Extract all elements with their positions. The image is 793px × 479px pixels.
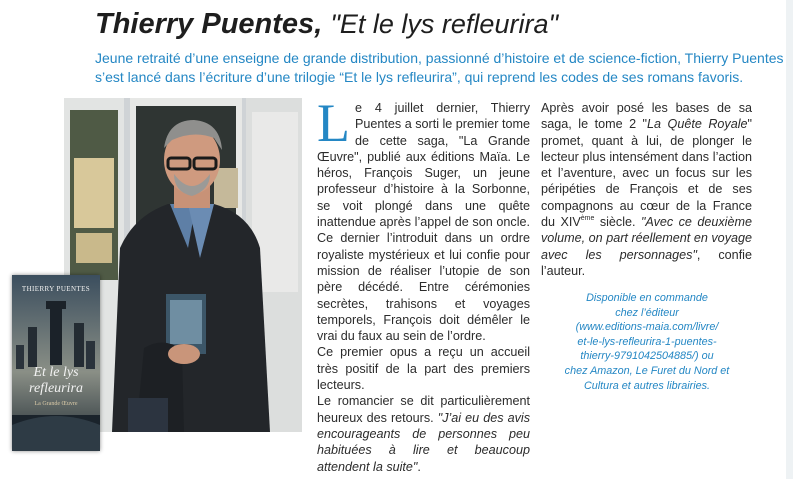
paragraph-text: " promet, quant à lui, de plonger le lecteur plus intensément dans l’action et l’aventure, avec un focus sur les péripéties de François et de ses compagnons au cœur de la France du XIV xyxy=(541,117,753,230)
author-name: Thierry Puentes xyxy=(95,8,315,40)
article-column-2 xyxy=(541,100,752,279)
paragraph xyxy=(541,100,752,279)
article-title xyxy=(95,6,558,42)
cover-author: THIERRY PUENTES xyxy=(21,285,91,293)
paragraph-text: e 4 juillet dernier, Thierry Puentes a sorti le premier tome de cette saga, "La Grande Œuvre", publié aux éditions Maïa. Le héros, François Suger, un jeune professeur d’histoire à la Sorbonne, se voit plongé dans une quête inattendue après l’appel de son oncle. Ce dernier l’introduit dans un ordre royaliste mystérieux et lui confie pour mission de réaliser l’utopie de son père décédé. Entre cérémonies secrètes, trahisons et voyages temporels, François doit démêler le vrai du faux au sein de l’ordre. xyxy=(317,101,530,344)
availability-line: chez l’éditeur xyxy=(615,306,679,319)
availability-line: Cultura et autres librairies. xyxy=(583,379,710,392)
paragraph-text: siècle. xyxy=(594,215,641,230)
paragraph-text: Après avoir posé les bases de sa saga, le tome 2 " xyxy=(541,101,752,132)
book-cover-image xyxy=(12,275,100,451)
paragraph xyxy=(317,93,530,344)
author-quote: "Avec ce deuxième volume, on part réellement en voyage avec les personnages" xyxy=(541,215,752,262)
publisher-link[interactable]: thierry-9791042504885/) ou xyxy=(580,350,714,363)
paragraph-text: Le romancier se dit particulièrement heureux des retours. xyxy=(317,394,530,425)
title-separator: , xyxy=(314,8,323,40)
article-lede: Jeune retraité d’une enseigne de grande distribution, passionné d’histoire et de science-fiction, Thierry Puentes s’est lancé dans l’écriture d’une trilogie “Et le lys refleurira”, qui reprend les codes de ses romans favoris. xyxy=(95,50,784,85)
drop-cap: L xyxy=(317,93,350,153)
century-superscript: ème xyxy=(580,215,595,223)
author-quote: "J’ai eu des avis encourageants de personnes peu habituées à lire et beaucoup attendent la suite" xyxy=(317,410,530,474)
book-title: "Et le lys refleurira" xyxy=(330,9,559,39)
paragraph: Ce premier opus a reçu un accueil très positif de la part des premiers lecteurs. xyxy=(317,345,530,393)
publisher-link[interactable]: et-le-lys-refleurira-1-puentes- xyxy=(577,335,717,348)
cover-title-line1: Et le lys xyxy=(33,365,79,380)
availability-line: Disponible en commande xyxy=(586,292,708,304)
availability-line: chez Amazon, Le Furet du Nord et xyxy=(564,364,730,377)
tome2-title: La Quête Royale xyxy=(647,117,748,132)
paragraph-text: , confie l’auteur. xyxy=(541,247,752,278)
paragraph-text: . xyxy=(417,459,421,474)
page-edge-strip xyxy=(786,0,793,479)
paragraph xyxy=(317,393,530,474)
publisher-link[interactable]: (www.editions-maia.com/livre/ xyxy=(575,321,719,334)
cover-title-line2: refleurira xyxy=(29,381,83,396)
availability-box xyxy=(547,291,747,393)
cover-subtitle: La Grande Œuvre xyxy=(34,401,78,407)
article-column-1 xyxy=(317,93,530,475)
